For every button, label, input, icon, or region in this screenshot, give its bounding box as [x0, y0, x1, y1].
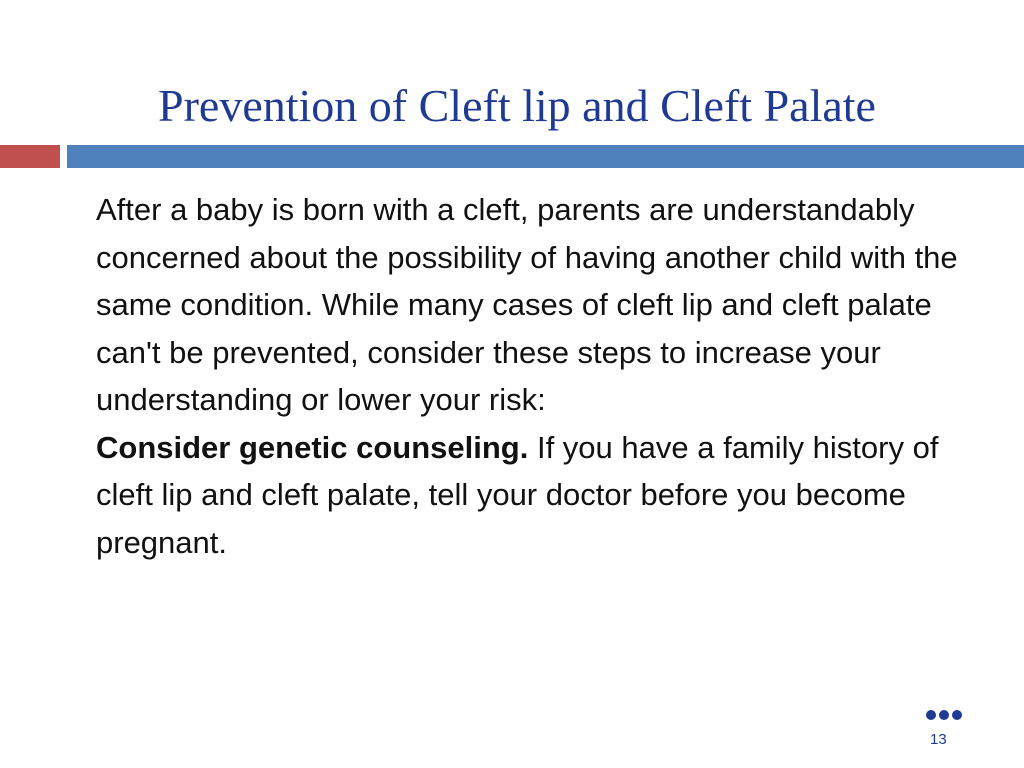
- bold-lead-text: Consider genetic counseling.: [96, 429, 529, 465]
- page-number: 13: [930, 731, 947, 748]
- dot: [926, 710, 936, 720]
- slide-body: [96, 186, 996, 566]
- dot: [939, 710, 949, 720]
- paragraph-intro: After a baby is born with a cleft, parents are understandably concerned about the possibility of having another child with the same condition. While many cases of cleft lip and cleft palate can't be prevented, consider these steps to increase your understanding or lower your risk:: [96, 192, 958, 417]
- accent-bar-blue: [67, 145, 1024, 168]
- ellipsis-dots-icon: [926, 710, 966, 724]
- paragraph-genetic-counseling: [96, 424, 996, 567]
- paragraph-rest-text: If you have a family history of cleft lip and cleft palate, tell your doctor before you become pregnant.: [96, 429, 939, 560]
- dot: [952, 710, 962, 720]
- accent-bar-red: [0, 145, 60, 168]
- slide-title: Prevention of Cleft lip and Cleft Palate: [158, 80, 876, 131]
